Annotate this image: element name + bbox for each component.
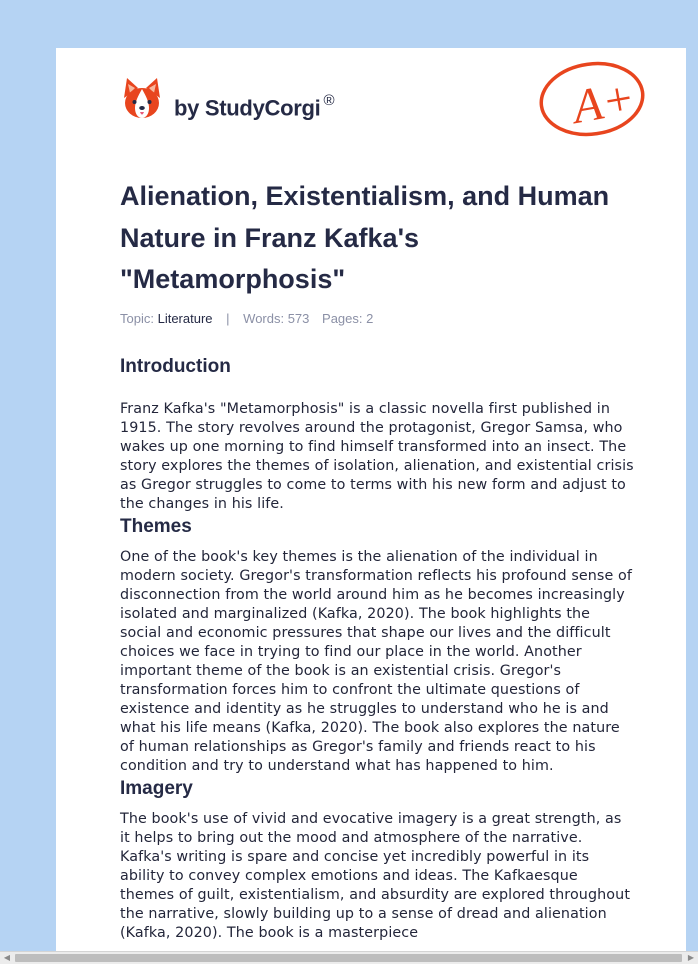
corgi-logo-icon <box>122 76 162 122</box>
horizontal-scrollbar[interactable] <box>0 951 698 964</box>
grade-a-plus-badge <box>536 56 650 142</box>
brand-name[interactable]: by StudyCorgi ® <box>174 92 335 121</box>
document-page <box>56 48 686 951</box>
topic-link[interactable]: Literature <box>157 311 213 326</box>
section-heading-introduction: Introduction <box>120 356 231 377</box>
scroll-thumb[interactable] <box>15 954 682 962</box>
section-text-introduction: Franz Kafka's "Metamorphosis" is a classic novella first published in 1915. The story revolves around the protagonist, Gregor Samsa, who wakes up one morning to find himself transformed into an insect. The story explores the themes of isolation, alienation, and existential crisis as Gregor struggles to come to terms with his new form and adjust to the changes in his life. <box>120 401 634 512</box>
section-heading-themes: Themes <box>120 516 192 537</box>
section-heading-imagery: Imagery <box>120 778 193 799</box>
grade-text: A+ <box>568 71 639 134</box>
section-text-themes: One of the book's key themes is the alienation of the individual in modern society. Gregor's transformation reflects his profound sense of disconnection from the world around him as he becomes increasingly isolated and marginalized (Kafka, 2020). The book highlights the social and economic pressures that shape our lives and the difficult choices we face in trying to find our place in the world. Another important theme of the book is an existential crisis. Gregor's transformation forces him to confront the ultimate questions of existence and identity as he struggles to understand who he is and what his life means (Kafka, 2020). The book also explores the nature of human relationships as Gregor's family and friends react to his condition and try to understand what has happened to him. <box>120 549 632 774</box>
word-count: Words: 573 <box>243 311 310 326</box>
section-text-imagery: The book's use of vivid and evocative imagery is a great strength, as it helps to bring out the mood and atmosphere of the narrative. Kafka's writing is spare and concise yet incredibly powerful in its ability to convey complex emotions and ideas. The Kafkaesque themes of guilt, existentialism, and absurdity are explored throughout the narrative, slowly building up to a sense of dread and alienation (Kafka, 2020). The book is a masterpiece <box>120 811 631 941</box>
scroll-left-arrow-icon[interactable]: ◀ <box>3 953 11 962</box>
page-count: Pages: 2 <box>322 311 374 326</box>
meta-separator: | <box>226 311 230 326</box>
document-meta <box>120 311 373 326</box>
page-title: Alienation, Existentialism, and Human Nature in Franz Kafka's "Metamorphosis" <box>120 181 610 294</box>
topic-label: Topic: <box>120 311 154 326</box>
scroll-right-arrow-icon[interactable]: ▶ <box>687 953 695 962</box>
essay-body <box>120 354 634 943</box>
registered-mark: ® <box>323 92 335 109</box>
